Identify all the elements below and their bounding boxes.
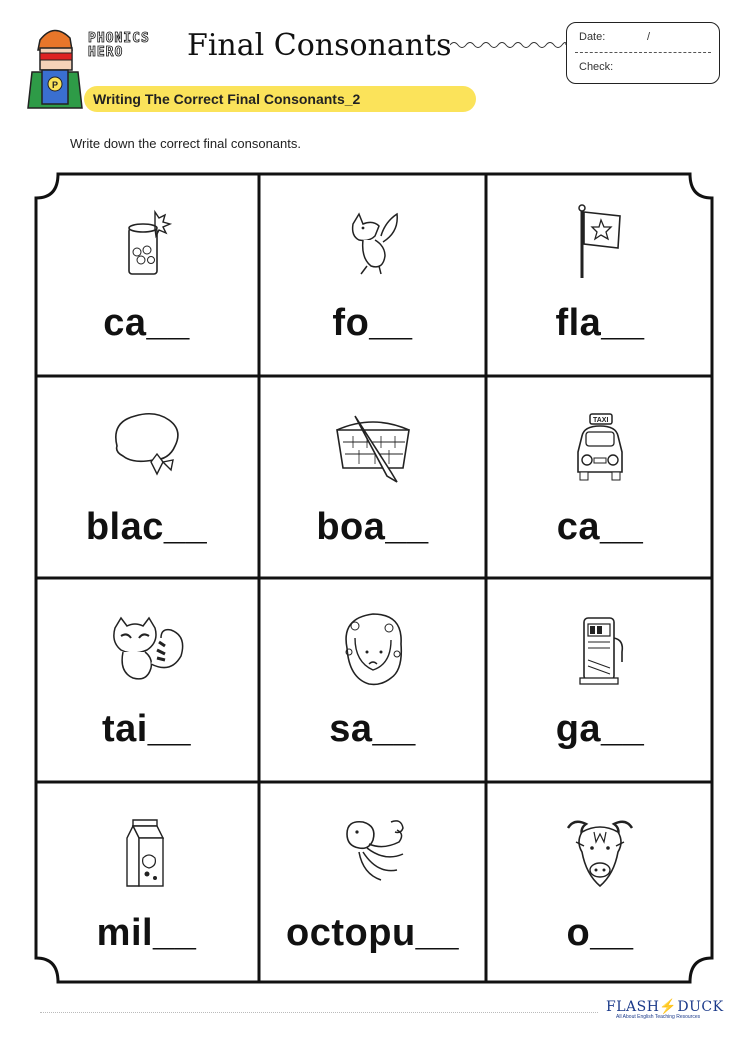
word-prompt: boa__ — [316, 506, 429, 548]
word-prompt: ca__ — [103, 302, 190, 344]
cell-taxi — [486, 376, 714, 578]
word-prompt: sa__ — [329, 708, 416, 750]
boat-icon — [328, 406, 418, 486]
word-prompt: octopu__ — [286, 912, 459, 954]
word-prompt: ga__ — [555, 708, 645, 750]
instructions: Write down the correct final consonants. — [70, 136, 301, 151]
word-prompt: fo__ — [332, 302, 413, 344]
cell-tail — [34, 578, 259, 782]
cell-sad — [259, 578, 486, 782]
svg-text:P: P — [52, 80, 59, 90]
ox-icon — [560, 812, 640, 892]
gas-pump-icon — [560, 608, 640, 688]
worksheet-title: Final Consonants — [187, 28, 452, 63]
date-divider — [575, 52, 711, 53]
cell-black — [34, 376, 259, 578]
cell-milk — [34, 782, 259, 984]
phonics-hero-logo — [88, 32, 182, 70]
octopus-icon — [327, 812, 419, 892]
worksheet-subtitle: Writing The Correct Final Consonants_2 — [93, 91, 361, 107]
taxi-car-icon — [560, 406, 640, 486]
cell-flag — [486, 172, 714, 376]
cell-boat — [259, 376, 486, 578]
can-icon — [107, 202, 187, 282]
word-prompt: ca__ — [556, 506, 644, 548]
cell-fox — [259, 172, 486, 376]
black-splat-icon — [99, 406, 195, 486]
raccoon-tail-icon — [101, 608, 193, 688]
logo-line-2: HERO — [88, 45, 124, 60]
date-label: Date: — [579, 31, 606, 43]
word-prompt: fla__ — [555, 302, 645, 344]
brand-left: FLASH — [606, 999, 660, 1015]
squiggle-divider-icon — [450, 38, 566, 52]
cell-can — [34, 172, 259, 376]
brand-right: DUCK — [677, 999, 724, 1015]
flash-duck-logo — [606, 998, 722, 1024]
date-separator: / — [647, 31, 651, 43]
word-prompt: o__ — [566, 912, 634, 954]
logo-line-1: PHONICS — [88, 31, 150, 46]
lightning-icon: ⚡ — [659, 999, 678, 1015]
brand-tagline: All About English Teaching Resources — [616, 1014, 701, 1020]
word-prompt: blac__ — [85, 506, 208, 548]
flag-icon — [560, 202, 640, 282]
cell-ox — [486, 782, 714, 984]
phonics-hero-mascot-icon — [26, 22, 84, 116]
milk-carton-icon — [107, 812, 187, 892]
sad-face-icon — [333, 608, 413, 688]
fox-icon — [333, 202, 413, 282]
svg-text:TAXI: TAXI — [593, 417, 609, 424]
cell-gas — [486, 578, 714, 782]
cell-octopus — [259, 782, 486, 984]
word-prompt: mil__ — [96, 912, 197, 954]
worksheet-grid — [34, 172, 714, 984]
date-check-box — [566, 22, 720, 84]
word-prompt: tai__ — [101, 708, 192, 750]
check-label: Check: — [579, 61, 614, 73]
footer-divider — [40, 1012, 598, 1013]
